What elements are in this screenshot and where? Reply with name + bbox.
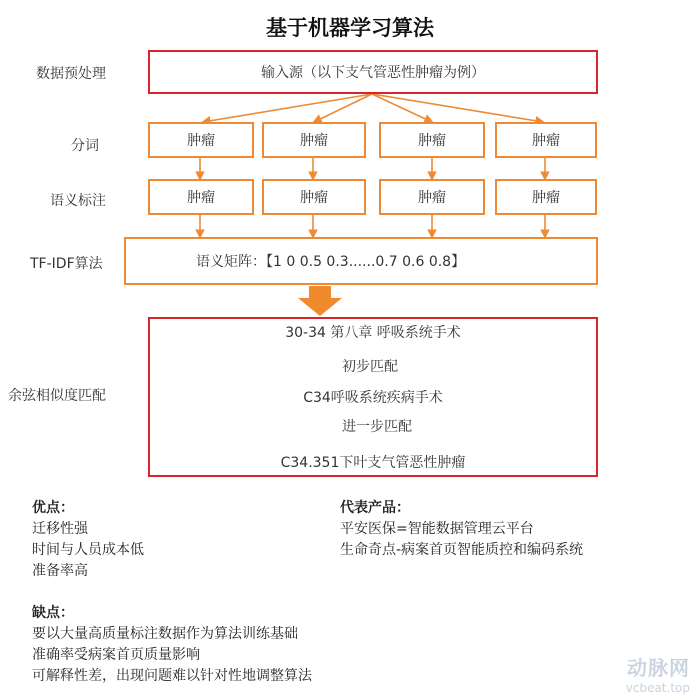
annotated-text: 肿瘤 xyxy=(300,190,328,206)
token-box xyxy=(148,122,254,158)
pros-item: 迁移性强 xyxy=(32,521,88,537)
cons-item: 要以大量高质量标注数据作为算法训练基础 xyxy=(32,626,298,642)
annotated-text: 肿瘤 xyxy=(418,190,446,206)
annotated-box xyxy=(495,179,597,215)
semantic-matrix-text: 语义矩阵：【1 0 0.5 0.3......0.7 0.6 0.8】 xyxy=(196,254,466,270)
cons-item: 准确率受病案首页质量影响 xyxy=(32,647,200,663)
arrow-input-to-token-3 xyxy=(372,94,432,122)
products-item: 生命奇点-病案首页智能质控和编码系统 xyxy=(340,542,584,558)
stage-label-cosine: 余弦相似度匹配 xyxy=(8,388,106,404)
products-section xyxy=(340,498,583,561)
token-box xyxy=(262,122,366,158)
matching-step-further: 进一步匹配 xyxy=(342,419,412,435)
watermark-url: vcbeat.top xyxy=(625,681,690,695)
watermark-logo: 动脉网 xyxy=(627,656,690,680)
annotated-text: 肿瘤 xyxy=(187,190,215,206)
matching-line-final: C34.351下叶支气管恶性肿瘤 xyxy=(280,455,466,471)
annotated-box xyxy=(148,179,254,215)
cons-section xyxy=(32,603,312,687)
products-heading: 代表产品： xyxy=(340,500,410,516)
cons-heading: 缺点： xyxy=(32,605,74,621)
token-text: 肿瘤 xyxy=(532,133,560,149)
input-source-text: 输入源（以下支气管恶性肿瘤为例） xyxy=(261,65,485,81)
token-text: 肿瘤 xyxy=(418,133,446,149)
annotated-box xyxy=(262,179,366,215)
cons-item: 可解释性差，出现问题难以针对性地调整算法 xyxy=(32,668,312,684)
matching-line-chapter: 30-34 第八章 呼吸系统手术 xyxy=(285,325,461,341)
watermark xyxy=(586,652,690,695)
arrow-input-to-token-2 xyxy=(314,94,372,122)
matching-line-category: C34呼吸系统疾病手术 xyxy=(303,390,443,406)
annotated-box xyxy=(379,179,485,215)
arrow-input-to-token-4 xyxy=(372,94,543,122)
semantic-matrix-box xyxy=(124,237,598,285)
token-box xyxy=(379,122,485,158)
annotated-text: 肿瘤 xyxy=(532,190,560,206)
products-item: 平安医保=智能数据管理云平台 xyxy=(340,521,534,537)
stage-label-segmentation: 分词 xyxy=(71,138,99,154)
stage-label-annotation: 语义标注 xyxy=(50,193,106,209)
pros-item: 准备率高 xyxy=(32,563,88,579)
pros-section xyxy=(32,498,144,582)
token-text: 肿瘤 xyxy=(187,133,215,149)
stage-label-tfidf: TF-IDF算法 xyxy=(30,256,103,272)
big-down-arrow xyxy=(298,286,342,316)
arrow-input-to-token-1 xyxy=(203,94,372,122)
diagram-title: 基于机器学习算法 xyxy=(266,16,434,40)
pros-item: 时间与人员成本低 xyxy=(32,542,144,558)
matching-step-initial: 初步匹配 xyxy=(342,359,398,375)
pros-heading: 优点： xyxy=(32,500,74,516)
input-source-box xyxy=(148,50,598,94)
token-box xyxy=(495,122,597,158)
stage-label-preprocess: 数据预处理 xyxy=(36,66,106,82)
token-text: 肿瘤 xyxy=(300,133,328,149)
